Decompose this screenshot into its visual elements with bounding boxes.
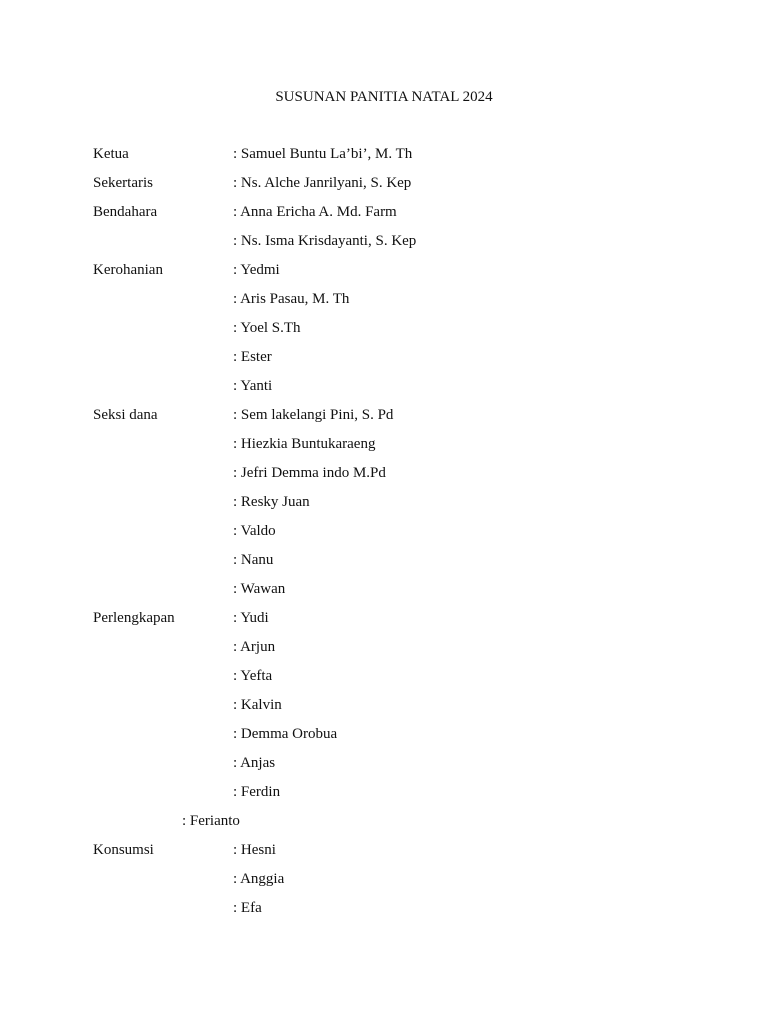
member-name: : Arjun — [233, 639, 276, 655]
committee-row — [0, 492, 768, 521]
member-name: : Hesni — [233, 842, 276, 858]
member-name: : Hiezkia Buntukaraeng — [233, 436, 376, 452]
role-label: Bendahara — [93, 204, 158, 220]
member-name: : Jefri Demma indo M.Pd — [233, 465, 386, 481]
member-name: : Anna Ericha A. Md. Farm — [233, 204, 397, 220]
committee-row — [0, 782, 768, 811]
member-name: : Anjas — [233, 755, 276, 771]
member-name: : Ester — [233, 349, 272, 365]
committee-row — [0, 434, 768, 463]
member-name: : Samuel Buntu La’bi’, M. Th — [233, 146, 413, 162]
committee-row — [0, 608, 768, 637]
member-name: : Resky Juan — [233, 494, 310, 510]
committee-row — [0, 811, 768, 840]
committee-row — [0, 260, 768, 289]
committee-row — [0, 521, 768, 550]
member-name: : Yudi — [233, 610, 269, 626]
committee-list — [0, 144, 768, 927]
role-label: Perlengkapan — [93, 610, 175, 626]
role-label: Seksi dana — [93, 407, 158, 423]
committee-row — [0, 289, 768, 318]
document-title: SUSUNAN PANITIA NATAL 2024 — [275, 89, 493, 105]
member-name: : Yefta — [233, 668, 273, 684]
member-name: : Yanti — [233, 378, 273, 394]
committee-row — [0, 637, 768, 666]
committee-row — [0, 405, 768, 434]
committee-row — [0, 202, 768, 231]
member-name: : Yoel S.Th — [233, 320, 301, 336]
committee-row — [0, 376, 768, 405]
member-name: : Ferianto — [182, 813, 240, 829]
role-label: Sekertaris — [93, 175, 153, 191]
member-name: : Sem lakelangi Pini, S. Pd — [233, 407, 394, 423]
member-name: : Nanu — [233, 552, 274, 568]
committee-row — [0, 666, 768, 695]
member-name: : Ferdin — [233, 784, 281, 800]
member-name: : Ns. Alche Janrilyani, S. Kep — [233, 175, 412, 191]
committee-row — [0, 231, 768, 260]
committee-row — [0, 347, 768, 376]
committee-row — [0, 869, 768, 898]
member-name: : Yedmi — [233, 262, 280, 278]
member-name: : Kalvin — [233, 697, 282, 713]
committee-row — [0, 144, 768, 173]
member-name: : Wawan — [233, 581, 286, 597]
role-label: Konsumsi — [93, 842, 154, 858]
member-name: : Ns. Isma Krisdayanti, S. Kep — [233, 233, 417, 249]
member-name: : Efa — [233, 900, 262, 916]
committee-row — [0, 753, 768, 782]
member-name: : Valdo — [233, 523, 276, 539]
committee-row — [0, 463, 768, 492]
committee-row — [0, 898, 768, 927]
role-label: Ketua — [93, 146, 129, 162]
member-name: : Anggia — [233, 871, 285, 887]
committee-row — [0, 579, 768, 608]
member-name: : Aris Pasau, M. Th — [233, 291, 350, 307]
committee-row — [0, 318, 768, 347]
role-label: Kerohanian — [93, 262, 163, 278]
committee-row — [0, 173, 768, 202]
committee-row — [0, 724, 768, 753]
member-name: : Demma Orobua — [233, 726, 338, 742]
committee-row — [0, 550, 768, 579]
committee-row — [0, 695, 768, 724]
committee-row — [0, 840, 768, 869]
